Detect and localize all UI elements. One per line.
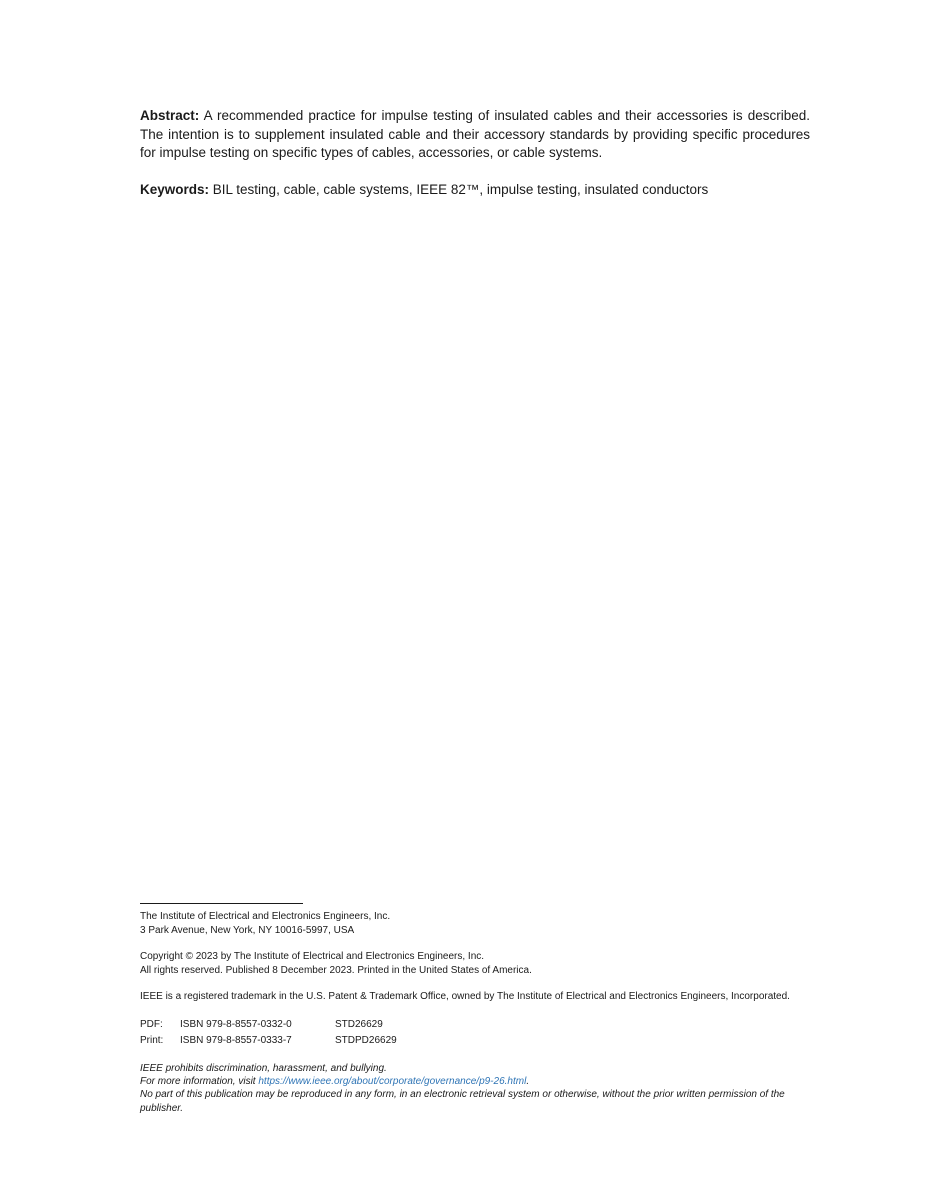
publisher-block [140,910,812,937]
publisher-footnote [140,903,812,1115]
keywords-label: Keywords: [140,182,210,198]
abstract-label: Abstract: [140,108,200,123]
policy-info-line [140,1075,812,1088]
abstract-text: A recommended practice for impulse testing of insulated cables and their accessories is described. The intention is to supplement insulated cable and their accessory standards by providing specific procedures for impulse testing on specific types of cables, accessories, or cable systems. [140,108,810,161]
isbn-row-print [140,1033,812,1049]
keywords-paragraph [140,181,810,200]
std-number: STD26629 [335,1018,383,1030]
isbn-format-label: PDF: [140,1018,163,1030]
publisher-name: The Institute of Electrical and Electronics Engineers, Inc. [140,911,391,922]
policy-statement: IEEE prohibits discrimination, harassment, and bullying. [140,1062,387,1074]
isbn-number: ISBN 979-8-8557-0333-7 [180,1034,292,1046]
trademark-block [140,990,812,1004]
publisher-address: 3 Park Avenue, New York, NY 10016-5997, USA [140,924,355,936]
isbn-number: ISBN 979-8-8557-0332-0 [180,1018,292,1030]
isbn-table [140,1017,812,1049]
isbn-row-pdf [140,1017,812,1033]
rights-line: All rights reserved. Published 8 December 2023. Printed in the United States of America. [140,964,532,976]
policy-info-suffix: . [526,1076,530,1088]
trademark-notice: IEEE is a registered trademark in the U.S. Patent & Trademark Office, owned by The Institute of Electrical and Electronics Engineers, Incorporated. [140,991,790,1003]
std-number: STDPD26629 [335,1034,397,1046]
policy-info-prefix: For more information, visit [140,1076,259,1088]
reproduction-notice: No part of this publication may be reproduced in any form, in an electronic retrieval system or otherwise, without the prior written permission of the publisher. [140,1089,785,1114]
legal-notices-block [140,1062,812,1115]
keywords-text: BIL testing, cable, cable systems, IEEE 82™, impulse testing, insulated conductors [209,182,709,198]
abstract-section [140,107,810,200]
copyright-line: Copyright © 2023 by The Institute of Electrical and Electronics Engineers, Inc. [140,951,485,963]
footnote-divider [140,903,303,904]
isbn-format-label: Print: [140,1034,164,1046]
copyright-block [140,950,812,977]
governance-link[interactable]: https://www.ieee.org/about/corporate/governance/p9-26.html [258,1076,527,1088]
abstract-paragraph [140,107,810,163]
